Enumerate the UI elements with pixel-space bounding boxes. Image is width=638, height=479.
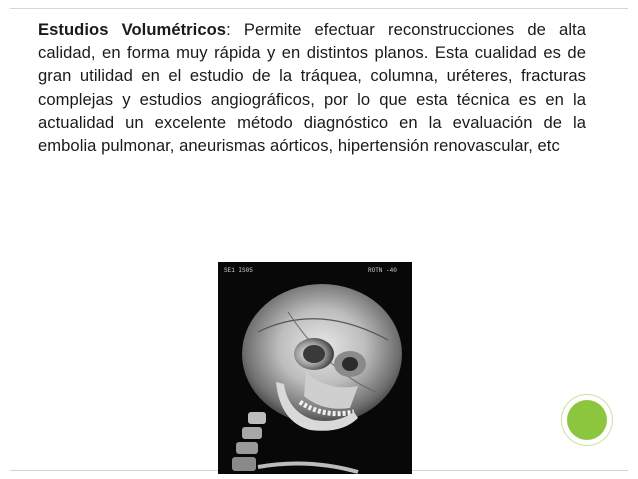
body-paragraph	[38, 18, 586, 157]
top-border	[10, 8, 628, 9]
paragraph-text: : Permite efectuar reconstrucciones de alta calidad, en forma muy rápida y en distintos planos. Esta cualidad es de gran utilidad en el estudio de la tráquea, columna, uréteres, fracturas complejas y estudios angiográficos, por lo que esta técnica es en la actualidad un excelente método diagnóstico en la evaluación de la embolia pulmonar, aneurismas aórticos, hipertensión renovascular, etc	[38, 20, 586, 156]
ct-volume-rendering-image	[218, 262, 412, 474]
paragraph-lead: Estudios Volumétricos	[38, 20, 227, 39]
decorative-green-circle	[567, 400, 607, 440]
image-overlay-left: SE1 IS05	[224, 267, 253, 274]
image-overlay-right: ROTN -40	[368, 267, 397, 274]
